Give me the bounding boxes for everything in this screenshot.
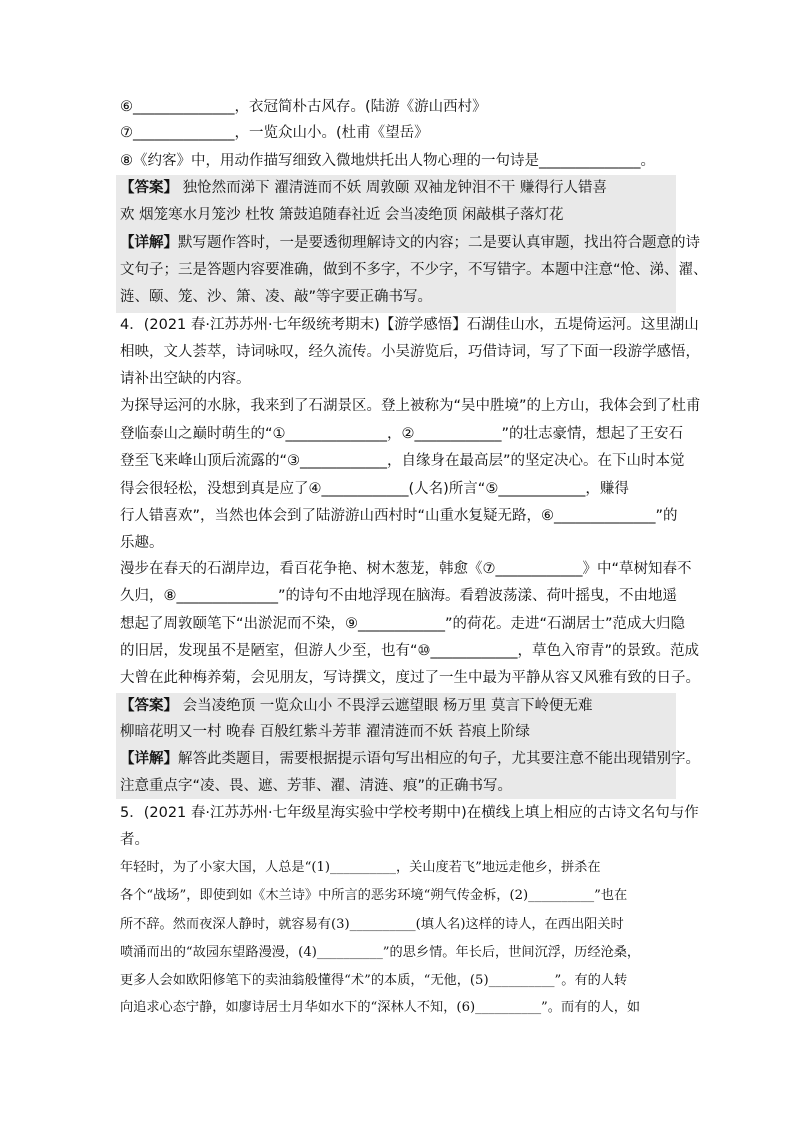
passage-line: 所不辞。然而夜深人静时，就容易有(3)__________(填人名)这样的诗人，在西出阳关时	[120, 917, 624, 932]
explain-text: 解答此类题目，需要根据提示语句写出相应的句子，尤其要注意不能出现错别字。	[178, 751, 700, 767]
passage-line: 为探导运河的水脉，我来到了石湖景区。登上被称为“吴中胜境”的上方山，我体会到了杜甫	[120, 398, 701, 414]
explain-line	[120, 233, 700, 253]
passage-line: 想起了周敦颐笔下“出淤泥而不染，⑨____________”的荷花。走进“石湖居士”范成大归隐	[120, 616, 686, 632]
passage-line: 向追求心态宁静，如廖诗居士月华如水下的“深林人不知，(6)__________”。而有的人，如	[120, 1000, 641, 1015]
answer-label: 【答案】	[120, 180, 178, 196]
answer-text: 柳暗花明又一村 晚春 百般红紫斗芳菲 濯清涟而不妖 苔痕上阶绿	[120, 724, 530, 740]
passage-line: 各个“战场”，即使到如《木兰诗》中所言的恶劣环境“朔气传金柝，(2)__________”也在	[120, 888, 628, 903]
question-blank-8: ⑧《约客》中，用动作描写细致入微地烘托出人物心理的一句诗是______________。	[120, 153, 655, 169]
question-5-stem: 5．(2021 春·江苏苏州·七年级星海实验中学校考期中)在横线上填上相应的古诗文名句与作	[120, 805, 699, 821]
question-blank-7: ⑦______________，一览众山小。(杜甫《望岳》	[120, 125, 429, 141]
question-blank-6: ⑥______________，衣冠简朴古风存。(陆游《游山西村》	[120, 99, 487, 115]
question-4-stem: 相映，文人荟萃，诗词咏叹，经久流传。小吴游览后，巧借诗词，写了下面一段游学感悟，	[120, 344, 700, 360]
passage-line: 大曾在此种梅养菊，会见朋友，写诗撰文，度过了一生中最为平静从容又风雅有致的日子。	[120, 670, 700, 686]
passage-line: 登至飞来峰山顶后流露的“③____________，自缘身在最高层”的坚定决心。在下山时本觉	[120, 453, 685, 469]
explain-text: 注意重点字“凌、畏、遮、芳菲、濯、清涟、痕”的正确书写。	[120, 778, 513, 794]
passage-line: 久归，⑧______________”的诗句不由地浮现在脑海。看碧波荡漾、荷叶摇曳，不由地遥	[120, 588, 678, 604]
passage-line: 行人错喜欢”，当然也体会到了陆游游山西村时“山重水复疑无路，⑥______________”的	[120, 508, 678, 524]
passage-line: 登临泰山之巅时萌生的“①______________，②____________”的壮志豪情，想起了王安石	[120, 426, 684, 442]
explain-label: 【详解】	[120, 235, 178, 251]
answer-text: 独怆然而涕下 濯清涟而不妖 周敦颐 双袖龙钟泪不干 赚得行人错喜	[178, 180, 608, 196]
answer-text: 欢 烟笼寒水月笼沙 杜牧 箫鼓追随春社近 会当凌绝顶 闲敲棋子落灯花	[120, 207, 564, 223]
answer-text: 会当凌绝顶 一览众山小 不畏浮云遮望眼 杨万里 莫言下岭便无难	[178, 698, 593, 714]
answer-line	[120, 178, 680, 198]
passage-line: 年轻时，为了小家大国，人总是“(1)__________，关山度若飞”地远走他乡，拼杀在	[120, 860, 601, 875]
passage-line: 乐趣。	[120, 535, 164, 551]
explain-text: 默写题作答时，一是要透彻理解诗文的内容；二是要认真审题，找出符合题意的诗	[178, 235, 700, 251]
passage-line: 的旧居，发现虽不是陋室，但游人少至，也有“⑩____________，草色入帘青”的景致。范成	[120, 643, 700, 659]
question-5-stem: 者。	[120, 832, 149, 848]
explain-label: 【详解】	[120, 751, 178, 767]
explain-line	[120, 749, 700, 769]
question-4-stem: 请补出空缺的内容。	[120, 371, 251, 387]
passage-line: 漫步在春天的石湖岸边，看百花争艳、树木葱茏，韩愈《⑦____________》中“草树知春不	[120, 561, 692, 577]
answer-label: 【答案】	[120, 698, 178, 714]
answer-line	[120, 696, 680, 716]
passage-line: 得会很轻松，没想到真是应了④____________(人名)所言“⑤____________，赚得	[120, 481, 629, 497]
explain-text: 文句子；三是答题内容要准确，做到不多字，不少字，不写错字。本题中注意“怆、涕、濯、	[120, 262, 708, 278]
passage-line: 更多人会如欧阳修笔下的卖油翁般懂得“术”的本质，“无他，(5)__________”。有的人转	[120, 973, 628, 988]
explain-text: 涟、颐、笼、沙、箫、凌、敲”等字要正确书写。	[120, 289, 433, 305]
question-4-stem: 4．(2021 春·江苏苏州·七年级统考期末)【游学感悟】石湖佳山水，五堤倚运河。这里湖山	[120, 317, 699, 333]
passage-line: 喷涌而出的“故园东望路漫漫，(4)__________”的思乡情。年长后，世间沉浮，历经沧桑，	[120, 945, 641, 960]
